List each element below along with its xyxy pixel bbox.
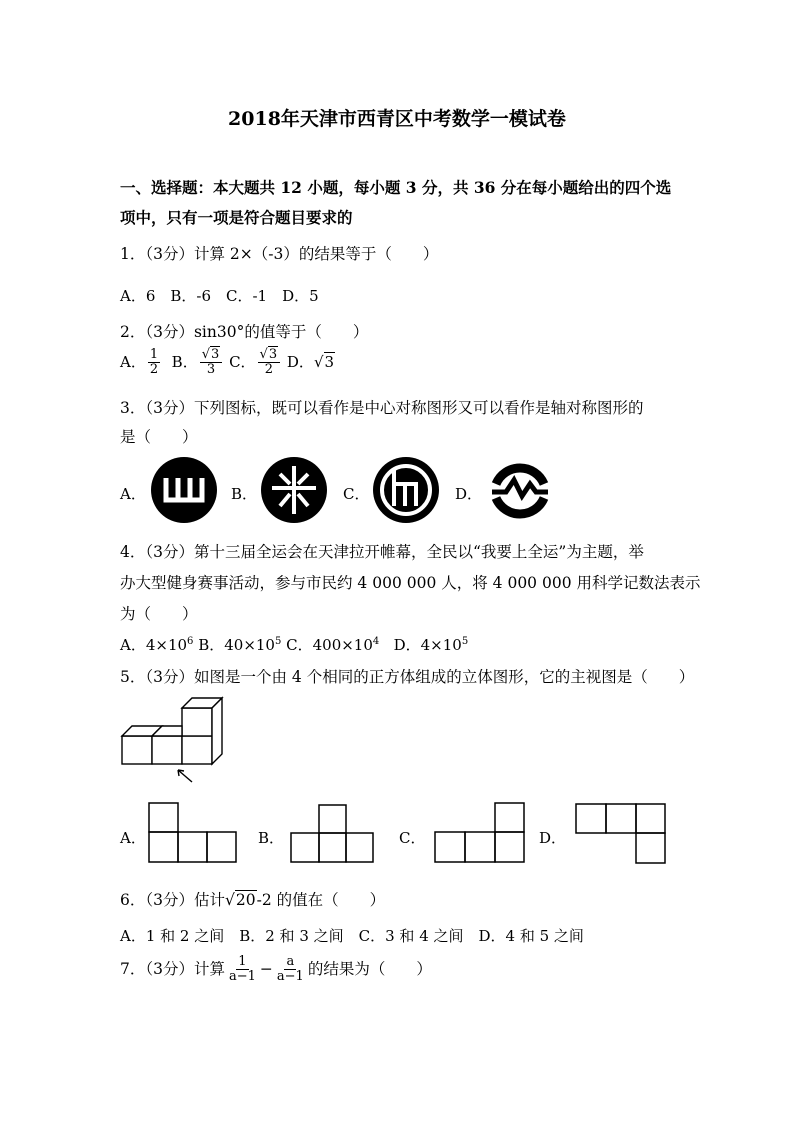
q3-option-c-label: C． — [343, 485, 370, 503]
metro-logo-a-icon — [150, 456, 218, 524]
q5-option-b-label: B． — [258, 829, 285, 847]
q4-option-a: A．4×10 — [120, 636, 188, 654]
q4-option-b: B．40×10 — [198, 636, 275, 654]
q2-option-b-label: B． — [171, 352, 198, 371]
page-title: 2018年天津市西青区中考数学一模试卷 — [228, 108, 566, 130]
question-5-text: 5．（3分）如图是一个由 4 个相同的正方体组成的立体图形，它的主视图是（ ） — [120, 668, 695, 686]
q3-option-b-label: B． — [231, 485, 258, 503]
q5-option-c-figure — [434, 802, 526, 864]
cube-stack-figure — [118, 696, 230, 784]
question-2-text: 2．（3分）sin30°的值等于（ ） — [120, 323, 369, 341]
q4-option-c: C．400×10 — [286, 636, 373, 654]
question-4-options: A．$4\times 10^6$ B．$40\times 10^5$ C．$400\times 10^4$ D．$4\times 10^5$ — [120, 636, 469, 654]
q7-fraction-1: $\frac{1}{a-1}$ — [228, 954, 256, 985]
question-4-line3: 为（ ） — [120, 605, 198, 623]
q5-option-d-label: D． — [539, 829, 567, 847]
question-3-line2: 是（ ） — [120, 428, 198, 446]
q3-option-d-label: D． — [455, 485, 483, 503]
metro-logo-b-icon — [260, 456, 328, 524]
q5-option-a-figure — [148, 802, 238, 864]
q5-option-b-figure — [290, 804, 374, 864]
question-6-options: A．1 和 2 之间 B．2 和 3 之间 C．3 和 4 之间 D．4 和 5 之间 — [120, 927, 584, 945]
metro-logo-c-icon — [372, 456, 440, 524]
q3-option-a-label: A． — [120, 485, 146, 503]
question-4-line1: 4．（3分）第十三届全运会在天津拉开帷幕，全民以“我要上全运”为主题，举 — [120, 543, 644, 561]
q7-fraction-2: $\frac{a}{a-1}$ — [276, 954, 304, 985]
question-3-line1: 3．（3分）下列图标，既可以看作是中心对称图形又可以看作是轴对称图形的 — [120, 399, 644, 417]
section-heading-line2: 项中，只有一项是符合题目要求的 — [120, 208, 353, 227]
q2-option-b-fraction: $\frac{√3}{3}$ — [200, 348, 223, 378]
q2-option-c-label: C． — [229, 352, 256, 371]
q2-option-a-fraction: $\frac{1}{2}$ — [149, 347, 159, 378]
question-4-line2: 办大型健身赛事活动，参与市民约 4 000 000 人，将 4 000 000 用科学记数法表示 — [120, 574, 701, 592]
metro-logo-d-icon — [486, 456, 554, 524]
question-1-text: 1．（3分）计算 2×（-3）的结果等于（ ） — [120, 245, 439, 263]
question-1-options: A．6 B．-6 C．-1 D．5 — [120, 287, 319, 305]
q5-option-d-figure — [575, 803, 667, 865]
q2-option-d-label: D． — [286, 352, 314, 371]
q5-option-c-label: C． — [399, 829, 426, 847]
q4-option-d: D．4×10 — [393, 636, 462, 654]
section-heading-line1: 一、选择题：本大题共 12 小题，每小题 3 分，共 36 分在每小题给出的四个选 — [120, 178, 672, 197]
q5-option-a-label: A． — [120, 829, 146, 847]
question-2-options: A． $\frac{1}{2}$ B． $\frac{√3}{3}$ C． $\frac{√3}{2}$ D．√3 — [120, 347, 335, 378]
question-7-text: 7．（3分）计算 $\frac{1}{a-1}$ − $\frac{a}{a-1}$ 的结果为（ ） — [120, 954, 432, 985]
question-6-text: 6．（3分）估计√20-2 的值在（ ） — [120, 891, 386, 909]
q2-option-c-fraction: $\frac{√3}{2}$ — [258, 348, 281, 378]
q2-option-d-radical: 3 — [324, 352, 335, 371]
q2-option-a-label: A． — [120, 352, 146, 371]
q6-radical: 20 — [235, 891, 256, 909]
